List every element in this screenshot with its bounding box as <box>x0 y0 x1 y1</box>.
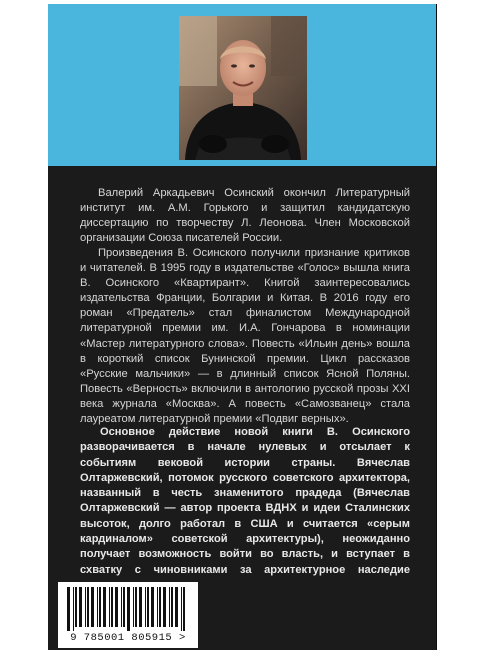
isbn-barcode <box>58 582 198 648</box>
book-description: Основное действие новой книги В. Осинского разворачивается в начале нулевых и отсылает к событиям вековой истории страны. Вячеслав Олтаржевский, потомок русского советского архитектора, названный в честь знаменитого прадеда (Вячеслав Олтаржевский — автор проекта ВДНХ и идеи Сталинских высоток, долго работал в США и считается «серым кардиналом» советской архитектуры), неожиданно получает возможность войти во власть, и вступает в схватку с чиновниками за архитектурное наследие <box>80 426 410 576</box>
barcode-icon <box>67 587 189 631</box>
book-back-cover <box>48 4 436 650</box>
author-portrait-image <box>179 16 307 160</box>
author-bio-paragraph-2: Произведения В. Осинского получили признание критиков и читателей. В 1995 году в издательстве «Голос» вышла книга В. Осинского «Квартирант». Книгой заинтересовались издательства Франции, Болгарии и Китая. В 2016 году его роман «Предатель» стал финалистом Международной литературной премии им. И.А. Гончарова в номинации «Мастер литературного слова». Повесть «Ильин день» вошла в короткий список Бунинской премии. Цикл рассказов «Русские мальчики» — в длинный список Ясной Поляны. Повесть «Верность» включили в антологию русской прозы XXI века журнала «Москва». А повесть «Самозванец» стала лауреатом литературной премии «Подвиг верных». <box>80 247 410 426</box>
author-portrait-photo <box>179 16 307 160</box>
author-bio-paragraph-1: Валерий Аркадьевич Осинский окончил Литературный институт им. А.М. Горького и защитил кандидатскую диссертацию по творчеству Л. Леонова. Член Московской организации Союза писателей России. <box>80 187 410 245</box>
barcode-digits: 9 785001 805915 > <box>70 632 186 644</box>
